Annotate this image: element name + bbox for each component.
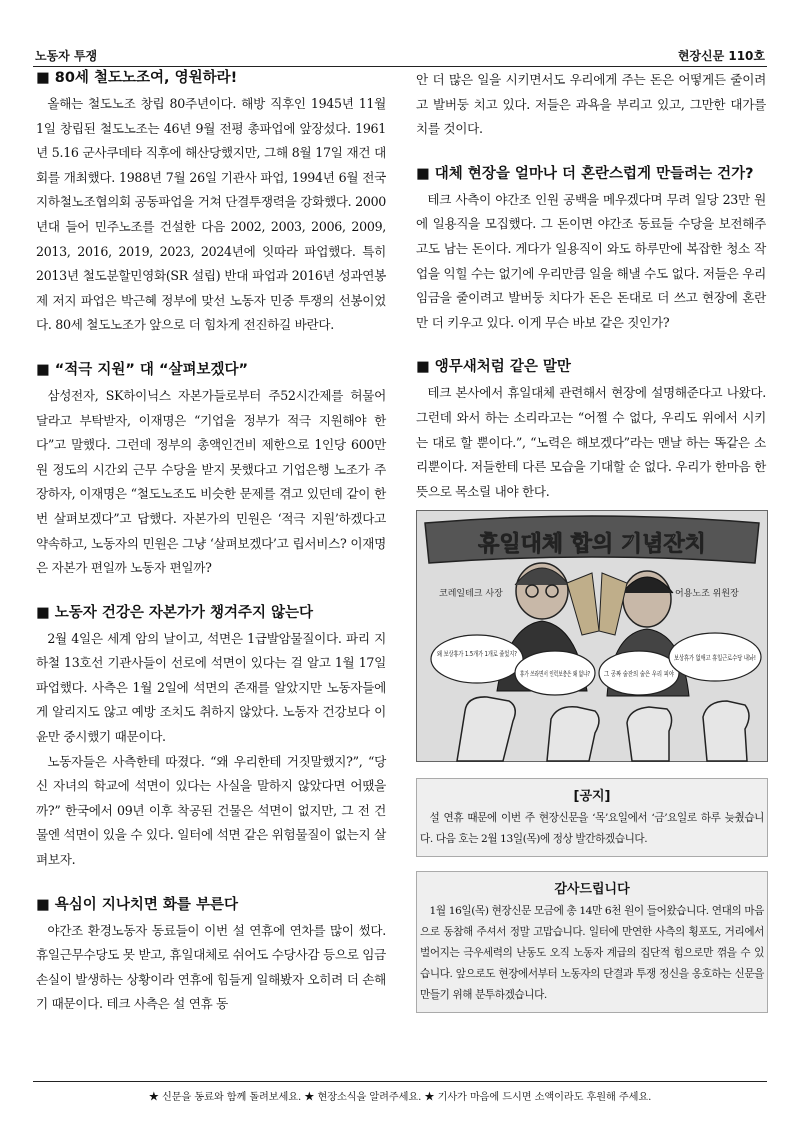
article-paragraph: 올해는 철도노조 창립 80주년이다. 해방 직후인 1945년 11월 1일 창립된 철도노조는 46년 9월 전평 총파업에 앞장섰다. 1961년 5.16 군사쿠데타 직후에 해산당했지만, 그해 8월 17일 재건 대회를 개최했다. 1988년 7월 26일 기관사 파업, 1994년 6월 전국지하철노조협의회 공동파업을 거쳐 단결투쟁력을 강화했다. 2000년대 들어 민주노조를 건설한 다음 2002, 2003, 2006, 2009, 2013, 2016, 2019, 2023, 2024년에 잇따라 파업했다. 특히 2013년 철도분할민영화(SR 설립) 반대 파업과 2016년 성과연봉제 저지 파업은 박근혜 정부에 맞선 노동자 민중 투쟁의 선봉이었다. 80세 철도노조가 앞으로 더 힘차게 전진하길 바란다. bbox=[36, 96, 386, 333]
article-title: ■ 앵무새처럼 같은 말만 bbox=[416, 359, 571, 376]
label-right: 어용노조 위원장 bbox=[675, 589, 739, 600]
thanks-text: 1월 16일(목) 현장신문 모금에 총 14만 6천 원이 들어왔습니다. 연대의 마음으로 동참해 주셔서 정말 고맙습니다. 일터에 만연한 사측의 횡포도, 거리에서 벌어지는 극우세력의 난동도 오직 노동자 계급의 집단적 힘으로만 꺾을 수 있습니다. 앞으로도 현장에서부터 노동자의 단결과 투쟁 정신을 옹호하는 신문을 만들기 위해 분투하겠습니다. bbox=[420, 905, 764, 1002]
header-issue-number: 현장신문 110호 bbox=[677, 49, 765, 63]
page-header bbox=[33, 44, 767, 67]
bubble4-text: 보상휴가 없애고 휴일근로수당 내놔! bbox=[674, 654, 785, 663]
article-paragraph: 테크 본사에서 휴일대체 관련해서 현장에 설명해준다고 나왔다. 그런데 와서 하는 소리라고는 “어쩔 수 없다, 우리도 위에서 시키는 대로 할 뿐이다.”, “노력은 해보겠다”라는 맨날 하는 똑같은 소리뿐이다. 저들한테 다른 모습을 기대할 순 없다. 우리가 한마음 한뜻으로 목소릴 내야 한다. bbox=[416, 385, 766, 499]
article-title: ■ 욕심이 지나치면 화를 부른다 bbox=[36, 896, 238, 913]
bubble1-text: 왜 보상휴가 1.5개가 1개로 줄었지? bbox=[437, 650, 547, 659]
thanks-box bbox=[416, 871, 768, 1013]
article-continuation: 안 더 많은 일을 시키면서도 우리에게 주는 돈은 어떻게든 줄이려고 발버둥 치고 있다. 저들은 과욕을 부리고 있고, 그만한 대가를 치를 것이다. bbox=[416, 72, 766, 137]
label-left: 코레일테크 사장 bbox=[439, 589, 503, 600]
article-title: ■ 노동자 건강은 자본가가 챙겨주지 않는다 bbox=[36, 604, 314, 621]
article-paragraph: 야간조 환경노동자 동료들이 이번 설 연휴에 연차를 많이 썼다. 휴일근무수당도 못 받고, 휴일대체로 쉬어도 수당사감 등으로 임금 손실이 발생하는 상황이라 연휴에 힘들게 일해봤자 오히려 더 손해기 때문이다. 테크 사측은 설 연휴 동 bbox=[36, 922, 386, 1012]
page-footer: ★ 신문을 동료와 함께 돌려보세요. ★ 현장소식을 알려주세요. ★ 기사가 마음에 드시면 소액이라도 후원해 주세요. bbox=[33, 1081, 767, 1103]
article-paragraph: 2월 4일은 세계 암의 날이고, 석면은 1급발암물질이다. 파리 지하철 13호선 기관사들이 선로에 석면이 있다는 걸 알고 1월 17일 파업했다. 사측은 1월 2일에 석면의 존재를 알았지만 노동자들에게 알리지도 않고 예방 조치도 취하지 않았다. 노동자 건강보다 이윤만 중시했기 때문이다. bbox=[36, 630, 386, 745]
article-paragraph: 삼성전자, SK하이닉스 자본가들로부터 주52시간제를 허물어 달라고 부탁받자, 이재명은 “기업을 정부가 적극 지원해야 한다”고 말했다. 그런데 정부의 총액인건비 제한으로 1인당 600만 원 정도의 시간외 근무 수당을 받지 못했다고 기업은행 노조가 주장하자, 이재명은 “철도노조도 비슷한 문제를 겪고 있던데 같이 한번 살펴보겠다”고 답했다. 자본가의 민원은 ‘적극 지원’하겠다고 약속하고, 노동자의 민원은 그냥 ‘살펴보겠다’고 립서비스? 이재명은 자본가 편일까 노동자 편일까? bbox=[36, 387, 386, 576]
speech-bubble-1 bbox=[431, 635, 547, 683]
notice-text: 설 연휴 때문에 이번 주 현장신문을 ‘목’요일에서 ‘금’요일로 하루 늦췄습니다. 다음 호는 2월 13일(목)에 정상 발간하겠습니다. bbox=[420, 812, 764, 846]
cartoon-banner-text: 휴일대체 합의 기념잔치 bbox=[478, 532, 706, 558]
header-section-name: 노동자 투쟁 bbox=[35, 49, 98, 63]
bubble3-text: 그 공짜 술잔의 술은 우리 피야 bbox=[604, 670, 697, 679]
article-parrot bbox=[416, 357, 766, 504]
speech-bubble-3 bbox=[599, 651, 697, 695]
right-column bbox=[416, 68, 785, 1013]
notice-box bbox=[416, 778, 768, 857]
article-greed bbox=[36, 895, 386, 1017]
article-greed-continued bbox=[416, 68, 766, 142]
bubble2-text: 휴가 쓰라면서 인력보충은 왜 없냐? bbox=[520, 670, 628, 679]
article-title: ■ “적극 지원” 대 “살펴보겠다” bbox=[36, 361, 249, 378]
article-title: ■ 대체 현장을 얼마나 더 혼란스럽게 만들려는 건가? bbox=[416, 165, 754, 182]
article-railway-union bbox=[36, 68, 386, 338]
speech-bubble-2 bbox=[515, 651, 628, 695]
article-worker-health bbox=[36, 603, 386, 873]
article-chaos bbox=[416, 164, 766, 336]
article-active-support bbox=[36, 360, 386, 581]
cartoon-drawing bbox=[417, 511, 785, 761]
left-column bbox=[36, 68, 386, 1039]
article-paragraph: 테크 사측이 야간조 인원 공백을 메우겠다며 무려 일당 23만 원에 일용직을 모집했다. 그 돈이면 야간조 동료들 수당을 보전해주고도 남는 돈이다. 게다가 일용직이 와도 하루만에 복잡한 청소 작업을 익힐 수는 없기에 우리만큼 일을 해낼 수도 없다. 저들은 우리 임금을 줄이려고 발버둥 치다가 돈은 돈대로 더 쓰고 현장에 혼란만 더 키우고 있다. 이게 무슨 바보 같은 짓인가? bbox=[416, 191, 766, 330]
notice-title: [공지] bbox=[573, 789, 611, 805]
speech-bubble-4 bbox=[669, 633, 785, 681]
editorial-cartoon bbox=[416, 510, 785, 762]
article-paragraph: 노동자들은 사측한테 따졌다. “왜 우리한테 거짓말했지?”, “당신 자녀의 학교에 석면이 있다는 사실을 말하지 않았다면 어땠을까?” 한국에서 09년 이후 착공된 건물은 석면이 없지만, 그 전 건물엔 석면이 있을 수 있다. 일터에 석면 같은 위험물질이 없는지 살펴보자. bbox=[36, 753, 386, 868]
article-title: ■ 80세 철도노조여, 영원하라! bbox=[36, 70, 238, 86]
thanks-title: 감사드립니다 bbox=[554, 882, 630, 898]
